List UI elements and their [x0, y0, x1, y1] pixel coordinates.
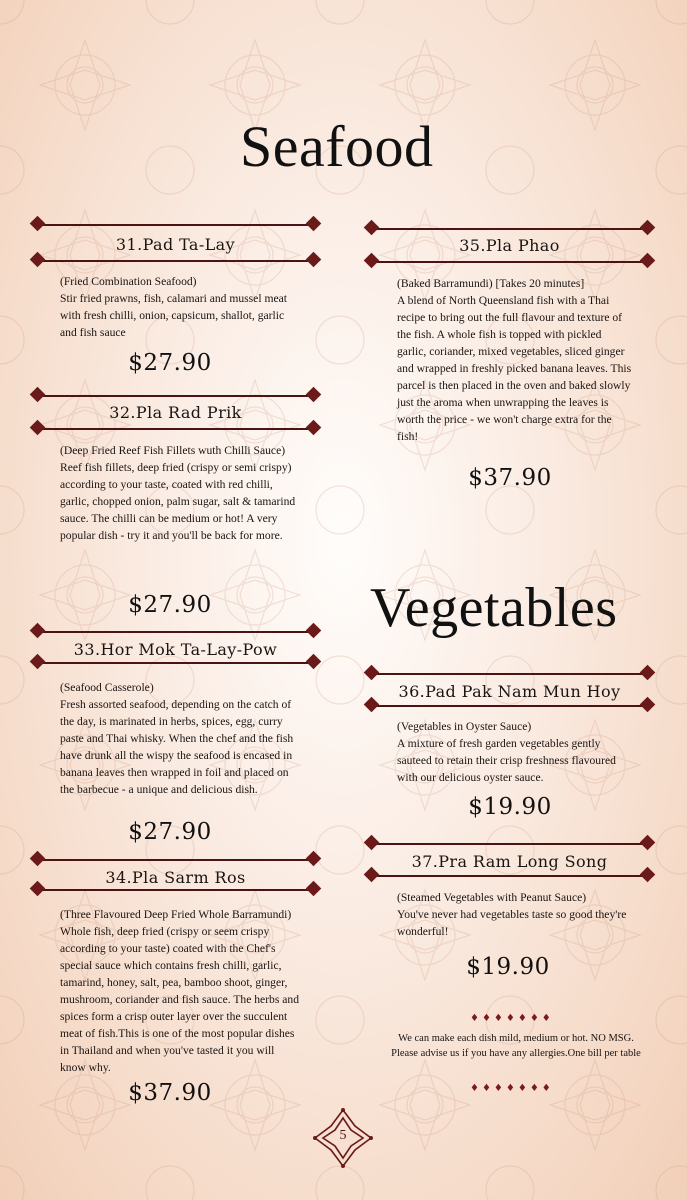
- item-description: [397, 889, 633, 940]
- note-line: We can make each dish mild, medium or hot. NO MSG.: [398, 1033, 634, 1044]
- item-subtitle: (Three Flavoured Deep Fried Whole Barramundi): [60, 908, 292, 921]
- item-price: $37.90: [468, 465, 552, 491]
- item-subtitle: (Deep Fried Reef Fish Fillets wuth Chilli Sauce): [60, 444, 286, 457]
- item-title: 37.Pra Ram Long Song: [411, 852, 608, 871]
- item-subtitle: (Baked Barramundi) [Takes 20 minutes]: [397, 277, 585, 290]
- item-description: [60, 679, 300, 798]
- item-description: [397, 275, 633, 445]
- divider: [32, 625, 319, 639]
- divider: [366, 869, 653, 883]
- item-title: 34.Pla Sarm Ros: [105, 868, 246, 887]
- ornament-dots: ♦♦♦♦♦♦♦: [470, 1013, 554, 1024]
- item-subtitle: (Vegetables in Oyster Sauce): [397, 720, 532, 733]
- ornament-dots: ♦♦♦♦♦♦♦: [470, 1083, 554, 1094]
- divider: [32, 656, 319, 670]
- vegetables-heading: Vegetables: [370, 577, 618, 639]
- item-body: Reef fish fillets, deep fried (crispy or semi crispy) according to your taste, coated with red chilli, garlic, chopped onion, palm sugar, salt & tamarind sauce. The chilli can be medium or hot! A very popular dish - try it and you'll be back for more.: [60, 461, 296, 542]
- item-price: $37.90: [128, 1080, 212, 1106]
- item-subtitle: (Steamed Vegetables with Peanut Sauce): [397, 891, 587, 904]
- item-body: Fresh assorted seafood, depending on the catch of the day, is marinated in herbs, spices, egg, curry paste and Thai whisky. When the chef and the fish have drunk all the wispy the seafood is encased in banana leaves then wrapped in foil and placed on the barbecue - a unique and delicious dish.: [60, 698, 294, 796]
- item-body: Whole fish, deep fried (crispy or seem crispy according to your taste) coated with the Chef's special sauce which contains fresh chilli, garlic, tamarind, honey, salt, pea, bamboo shoot, ginger, mushroom, coriander and fish sauce. The herbs and spices form a crisp outer layer over the succulent meat of fish.This is one of the most popular dishes in Thailand and when you've tasted it you will know why.: [60, 925, 299, 1074]
- item-price: $19.90: [468, 794, 552, 820]
- item-body: Stir fried prawns, fish, calamari and mussel meat with fresh chilli, onion, capsicum, shallot, garlic and fish sauce: [60, 292, 287, 339]
- item-description: [60, 906, 300, 1076]
- item-description: [60, 442, 300, 544]
- item-subtitle: (Seafood Casserole): [60, 681, 154, 694]
- item-body: You've never had vegetables taste so good they're wonderful!: [397, 908, 627, 938]
- divider: [32, 218, 319, 232]
- divider: [366, 837, 653, 851]
- divider: [32, 389, 319, 403]
- item-price: $27.90: [128, 592, 212, 618]
- divider: [32, 254, 319, 268]
- item-body: A mixture of fresh garden vegetables gently sauteed to retain their crisp freshness flavoured with our delicious oyster sauce.: [397, 737, 616, 784]
- item-description: [397, 718, 633, 786]
- item-description: [60, 273, 300, 341]
- item-title: 31.Pad Ta-Lay: [115, 235, 236, 254]
- item-title: 35.Pla Phao: [459, 236, 560, 255]
- note-line: Please advise us if you have any allergies.One bill per table: [391, 1048, 641, 1059]
- item-body: A blend of North Queensland fish with a Thai recipe to bring out the full flavour and texture of the fish. A whole fish is topped with pickled garlic, coriander, mixed vegetables, sliced ginger and wrapped in freshly picked banana leaves. This parcel is then placed in the oven and baked slowly just the aroma when unwrapping the leaves is worth the price - we won't charge extra for the fish!: [397, 294, 632, 443]
- divider: [32, 853, 319, 867]
- item-price: $19.90: [466, 954, 550, 980]
- page-number: 5: [339, 1128, 347, 1143]
- item-title: 32.Pla Rad Prik: [109, 403, 242, 422]
- divider: [366, 255, 653, 269]
- item-title: 36.Pad Pak Nam Mun Hoy: [398, 682, 621, 701]
- divider: [366, 699, 653, 713]
- divider: [366, 222, 653, 236]
- divider: [32, 883, 319, 897]
- dietary-note: [366, 1031, 666, 1061]
- seafood-heading: Seafood: [240, 114, 434, 179]
- item-subtitle: (Fried Combination Seafood): [60, 275, 197, 288]
- divider: [32, 422, 319, 436]
- item-price: $27.90: [128, 350, 212, 376]
- item-price: $27.90: [128, 819, 212, 845]
- divider: [366, 667, 653, 681]
- item-title: 33.Hor Mok Ta-Lay-Pow: [73, 640, 278, 659]
